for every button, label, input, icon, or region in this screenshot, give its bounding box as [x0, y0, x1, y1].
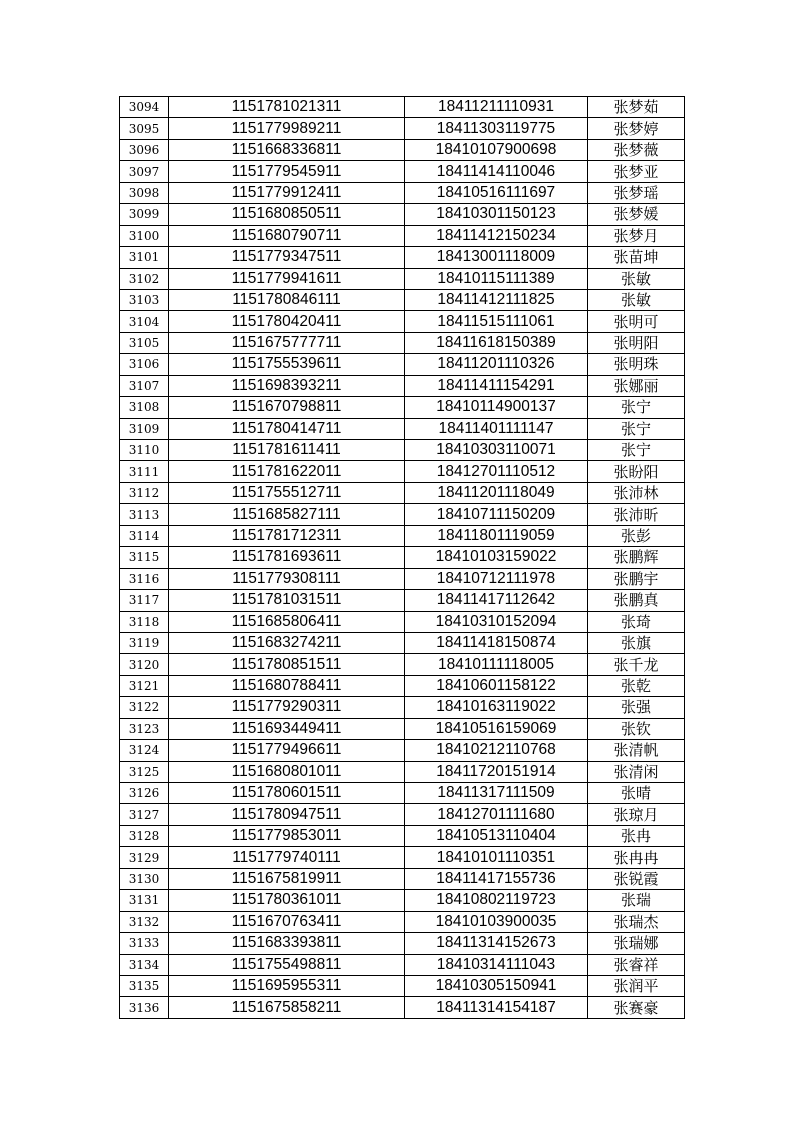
- exam-number-cell: 18411303119775: [405, 118, 588, 139]
- exam-number-cell: 18410516159069: [405, 718, 588, 739]
- person-name-cell: 张明阳: [588, 332, 685, 353]
- row-index-cell: 3106: [120, 354, 169, 375]
- table-row: [120, 997, 685, 1018]
- table-row: [120, 868, 685, 889]
- id-number-cell: 1151779912411: [169, 182, 405, 203]
- exam-number-cell: 18411412111825: [405, 289, 588, 310]
- row-index-cell: 3096: [120, 139, 169, 160]
- table-row: [120, 547, 685, 568]
- id-number-cell: 1151779496611: [169, 740, 405, 761]
- table-row: [120, 97, 685, 118]
- row-index-cell: 3136: [120, 997, 169, 1018]
- exam-number-cell: 18410601158122: [405, 675, 588, 696]
- exam-number-cell: 18410114900137: [405, 397, 588, 418]
- person-name-cell: 张冉冉: [588, 847, 685, 868]
- id-number-cell: 1151685806411: [169, 611, 405, 632]
- exam-number-cell: 18410516111697: [405, 182, 588, 203]
- table-row: [120, 418, 685, 439]
- id-number-cell: 1151780601511: [169, 783, 405, 804]
- exam-number-cell: 18410301150123: [405, 204, 588, 225]
- person-name-cell: 张梦茹: [588, 97, 685, 118]
- exam-number-cell: 18412701110512: [405, 461, 588, 482]
- id-number-cell: 1151780414711: [169, 418, 405, 439]
- person-name-cell: 张钦: [588, 718, 685, 739]
- exam-number-cell: 18410310152094: [405, 611, 588, 632]
- table-row: [120, 397, 685, 418]
- person-name-cell: 张梦月: [588, 225, 685, 246]
- id-number-cell: 1151780846111: [169, 289, 405, 310]
- row-index-cell: 3124: [120, 740, 169, 761]
- id-number-cell: 1151675858211: [169, 997, 405, 1018]
- exam-number-cell: 18410712111978: [405, 568, 588, 589]
- exam-number-cell: 18411417112642: [405, 590, 588, 611]
- table-row: [120, 611, 685, 632]
- table-row: [120, 590, 685, 611]
- row-index-cell: 3097: [120, 161, 169, 182]
- table-row: [120, 697, 685, 718]
- exam-number-cell: 18411201110326: [405, 354, 588, 375]
- table-row: [120, 933, 685, 954]
- person-name-cell: 张彭: [588, 525, 685, 546]
- id-number-cell: 1151781693611: [169, 547, 405, 568]
- row-index-cell: 3117: [120, 590, 169, 611]
- id-number-cell: 1151680850511: [169, 204, 405, 225]
- row-index-cell: 3130: [120, 868, 169, 889]
- row-index-cell: 3103: [120, 289, 169, 310]
- exam-number-cell: 18411417155736: [405, 868, 588, 889]
- person-name-cell: 张清闲: [588, 761, 685, 782]
- person-name-cell: 张瑞娜: [588, 933, 685, 954]
- person-name-cell: 张鹏真: [588, 590, 685, 611]
- table-row: [120, 568, 685, 589]
- table-row: [120, 440, 685, 461]
- table-row: [120, 332, 685, 353]
- row-index-cell: 3115: [120, 547, 169, 568]
- table-row: [120, 118, 685, 139]
- row-index-cell: 3126: [120, 783, 169, 804]
- row-index-cell: 3134: [120, 954, 169, 975]
- exam-number-cell: 18411314154187: [405, 997, 588, 1018]
- exam-number-cell: 18410103159022: [405, 547, 588, 568]
- row-index-cell: 3099: [120, 204, 169, 225]
- person-name-cell: 张敏: [588, 289, 685, 310]
- row-index-cell: 3110: [120, 440, 169, 461]
- table-row: [120, 911, 685, 932]
- exam-number-cell: 18411418150874: [405, 632, 588, 653]
- row-index-cell: 3108: [120, 397, 169, 418]
- row-index-cell: 3125: [120, 761, 169, 782]
- table-row: [120, 225, 685, 246]
- roster-table-body: [120, 97, 685, 1019]
- exam-number-cell: 18410212110768: [405, 740, 588, 761]
- id-number-cell: 1151779989211: [169, 118, 405, 139]
- row-index-cell: 3127: [120, 804, 169, 825]
- person-name-cell: 张清帆: [588, 740, 685, 761]
- person-name-cell: 张梦媛: [588, 204, 685, 225]
- table-row: [120, 783, 685, 804]
- row-index-cell: 3112: [120, 482, 169, 503]
- person-name-cell: 张宁: [588, 440, 685, 461]
- exam-number-cell: 18411412150234: [405, 225, 588, 246]
- exam-number-cell: 18410163119022: [405, 697, 588, 718]
- person-name-cell: 张鹏辉: [588, 547, 685, 568]
- roster-table: [119, 96, 685, 1019]
- id-number-cell: 1151670798811: [169, 397, 405, 418]
- exam-number-cell: 18410305150941: [405, 975, 588, 996]
- row-index-cell: 3131: [120, 890, 169, 911]
- table-row: [120, 204, 685, 225]
- person-name-cell: 张锐霞: [588, 868, 685, 889]
- exam-number-cell: 18410111118005: [405, 654, 588, 675]
- table-row: [120, 847, 685, 868]
- person-name-cell: 张盼阳: [588, 461, 685, 482]
- id-number-cell: 1151683393811: [169, 933, 405, 954]
- table-row: [120, 482, 685, 503]
- exam-number-cell: 18411411154291: [405, 375, 588, 396]
- exam-number-cell: 18413001118009: [405, 247, 588, 268]
- id-number-cell: 1151675777711: [169, 332, 405, 353]
- exam-number-cell: 18410107900698: [405, 139, 588, 160]
- table-row: [120, 354, 685, 375]
- id-number-cell: 1151781622011: [169, 461, 405, 482]
- id-number-cell: 1151755539611: [169, 354, 405, 375]
- person-name-cell: 张千龙: [588, 654, 685, 675]
- exam-number-cell: 18411401111147: [405, 418, 588, 439]
- row-index-cell: 3095: [120, 118, 169, 139]
- id-number-cell: 1151781611411: [169, 440, 405, 461]
- row-index-cell: 3123: [120, 718, 169, 739]
- id-number-cell: 1151668336811: [169, 139, 405, 160]
- row-index-cell: 3111: [120, 461, 169, 482]
- id-number-cell: 1151779740111: [169, 847, 405, 868]
- id-number-cell: 1151680788411: [169, 675, 405, 696]
- person-name-cell: 张睿祥: [588, 954, 685, 975]
- id-number-cell: 1151780851511: [169, 654, 405, 675]
- row-index-cell: 3132: [120, 911, 169, 932]
- person-name-cell: 张赛豪: [588, 997, 685, 1018]
- id-number-cell: 1151781712311: [169, 525, 405, 546]
- table-row: [120, 139, 685, 160]
- row-index-cell: 3101: [120, 247, 169, 268]
- person-name-cell: 张沛昕: [588, 504, 685, 525]
- table-row: [120, 247, 685, 268]
- person-name-cell: 张梦瑶: [588, 182, 685, 203]
- person-name-cell: 张强: [588, 697, 685, 718]
- table-row: [120, 504, 685, 525]
- person-name-cell: 张沛林: [588, 482, 685, 503]
- row-index-cell: 3107: [120, 375, 169, 396]
- row-index-cell: 3094: [120, 97, 169, 118]
- row-index-cell: 3121: [120, 675, 169, 696]
- table-row: [120, 890, 685, 911]
- id-number-cell: 1151685827111: [169, 504, 405, 525]
- exam-number-cell: 18410802119723: [405, 890, 588, 911]
- id-number-cell: 1151698393211: [169, 375, 405, 396]
- exam-number-cell: 18410101110351: [405, 847, 588, 868]
- person-name-cell: 张明可: [588, 311, 685, 332]
- exam-number-cell: 18411801119059: [405, 525, 588, 546]
- id-number-cell: 1151780361011: [169, 890, 405, 911]
- row-index-cell: 3122: [120, 697, 169, 718]
- person-name-cell: 张鹏宇: [588, 568, 685, 589]
- id-number-cell: 1151780420411: [169, 311, 405, 332]
- person-name-cell: 张瑞杰: [588, 911, 685, 932]
- person-name-cell: 张琦: [588, 611, 685, 632]
- id-number-cell: 1151779347511: [169, 247, 405, 268]
- id-number-cell: 1151670763411: [169, 911, 405, 932]
- id-number-cell: 1151780947511: [169, 804, 405, 825]
- id-number-cell: 1151695955311: [169, 975, 405, 996]
- person-name-cell: 张明珠: [588, 354, 685, 375]
- exam-number-cell: 18410103900035: [405, 911, 588, 932]
- exam-number-cell: 18411414110046: [405, 161, 588, 182]
- table-row: [120, 975, 685, 996]
- exam-number-cell: 18410115111389: [405, 268, 588, 289]
- person-name-cell: 张娜丽: [588, 375, 685, 396]
- exam-number-cell: 18411515111061: [405, 311, 588, 332]
- row-index-cell: 3116: [120, 568, 169, 589]
- exam-number-cell: 18410711150209: [405, 504, 588, 525]
- person-name-cell: 张苗坤: [588, 247, 685, 268]
- row-index-cell: 3102: [120, 268, 169, 289]
- exam-number-cell: 18411720151914: [405, 761, 588, 782]
- id-number-cell: 1151779545911: [169, 161, 405, 182]
- row-index-cell: 3120: [120, 654, 169, 675]
- id-number-cell: 1151779308111: [169, 568, 405, 589]
- table-row: [120, 654, 685, 675]
- id-number-cell: 1151779290311: [169, 697, 405, 718]
- row-index-cell: 3135: [120, 975, 169, 996]
- person-name-cell: 张梦婷: [588, 118, 685, 139]
- row-index-cell: 3113: [120, 504, 169, 525]
- table-row: [120, 525, 685, 546]
- person-name-cell: 张琼月: [588, 804, 685, 825]
- id-number-cell: 1151781031511: [169, 590, 405, 611]
- row-index-cell: 3129: [120, 847, 169, 868]
- person-name-cell: 张敏: [588, 268, 685, 289]
- id-number-cell: 1151781021311: [169, 97, 405, 118]
- person-name-cell: 张梦亚: [588, 161, 685, 182]
- row-index-cell: 3119: [120, 632, 169, 653]
- row-index-cell: 3118: [120, 611, 169, 632]
- id-number-cell: 1151683274211: [169, 632, 405, 653]
- exam-number-cell: 18411317111509: [405, 783, 588, 804]
- row-index-cell: 3105: [120, 332, 169, 353]
- table-row: [120, 804, 685, 825]
- person-name-cell: 张瑞: [588, 890, 685, 911]
- exam-number-cell: 18410513110404: [405, 825, 588, 846]
- id-number-cell: 1151693449411: [169, 718, 405, 739]
- person-name-cell: 张梦薇: [588, 139, 685, 160]
- exam-number-cell: 18412701111680: [405, 804, 588, 825]
- id-number-cell: 1151779853011: [169, 825, 405, 846]
- table-row: [120, 375, 685, 396]
- row-index-cell: 3109: [120, 418, 169, 439]
- row-index-cell: 3104: [120, 311, 169, 332]
- table-row: [120, 161, 685, 182]
- person-name-cell: 张宁: [588, 418, 685, 439]
- id-number-cell: 1151755498811: [169, 954, 405, 975]
- id-number-cell: 1151675819911: [169, 868, 405, 889]
- table-row: [120, 182, 685, 203]
- table-row: [120, 740, 685, 761]
- id-number-cell: 1151755512711: [169, 482, 405, 503]
- person-name-cell: 张晴: [588, 783, 685, 804]
- person-name-cell: 张乾: [588, 675, 685, 696]
- exam-number-cell: 18411314152673: [405, 933, 588, 954]
- row-index-cell: 3133: [120, 933, 169, 954]
- table-row: [120, 761, 685, 782]
- row-index-cell: 3100: [120, 225, 169, 246]
- exam-number-cell: 18411211110931: [405, 97, 588, 118]
- table-row: [120, 289, 685, 310]
- row-index-cell: 3098: [120, 182, 169, 203]
- table-row: [120, 461, 685, 482]
- id-number-cell: 1151779941611: [169, 268, 405, 289]
- id-number-cell: 1151680790711: [169, 225, 405, 246]
- table-row: [120, 954, 685, 975]
- table-row: [120, 825, 685, 846]
- exam-number-cell: 18411201118049: [405, 482, 588, 503]
- table-row: [120, 268, 685, 289]
- row-index-cell: 3128: [120, 825, 169, 846]
- person-name-cell: 张旗: [588, 632, 685, 653]
- table-row: [120, 311, 685, 332]
- table-row: [120, 718, 685, 739]
- table-row: [120, 632, 685, 653]
- id-number-cell: 1151680801011: [169, 761, 405, 782]
- exam-number-cell: 18410314111043: [405, 954, 588, 975]
- person-name-cell: 张宁: [588, 397, 685, 418]
- table-row: [120, 675, 685, 696]
- exam-number-cell: 18411618150389: [405, 332, 588, 353]
- exam-number-cell: 18410303110071: [405, 440, 588, 461]
- row-index-cell: 3114: [120, 525, 169, 546]
- person-name-cell: 张冉: [588, 825, 685, 846]
- person-name-cell: 张润平: [588, 975, 685, 996]
